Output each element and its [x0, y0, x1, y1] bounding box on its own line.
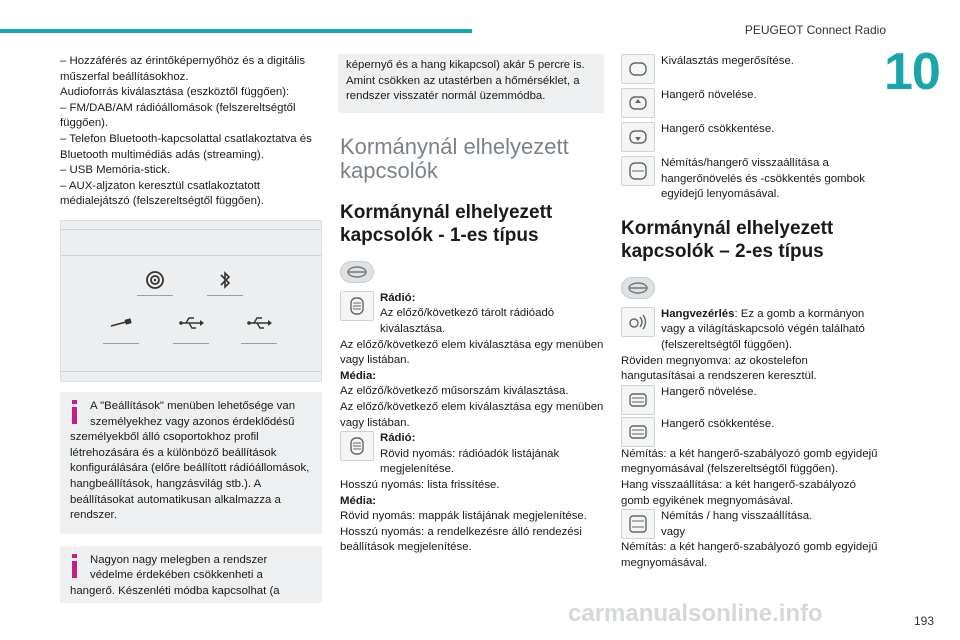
volume-up-icon [621, 88, 655, 118]
description-text: Az előző/következő műsorszám kiválasztása. [340, 385, 569, 398]
radio-label: Rádió: [380, 432, 416, 445]
voice-label: Hangvezérlés [661, 307, 735, 320]
note-text: személyekből álló csoportokhoz profil létrehozására és a különböző beállítások konfigurálására (előre beállított rádióállomások, hangbeállítások, hangzásvilág stb.). A beállításokat automatikusan alkalmazza a rendszer. [70, 431, 310, 522]
description-text: Az előző/következő elem kiválasztása egy menüben vagy listában. [340, 400, 604, 429]
info-icon [72, 400, 77, 424]
control-description [621, 417, 883, 447]
icon-underline [103, 343, 139, 344]
note-text: hangerő. Készenléti módba kapcsolhat (a [70, 584, 280, 597]
mute-buttons-icon [621, 509, 655, 539]
description-text: Az előző/következő tárolt rádióadó kiválasztása. [380, 307, 555, 335]
description-text: Hangerő csökkentése. [661, 417, 775, 430]
info-note [60, 392, 322, 534]
media-label: Média: [340, 369, 377, 382]
description-text: Némítás/hangerő visszaállítása a hangerőnövelés és -csökkentés gombok egyidejű lenyomásával. [661, 157, 865, 201]
control-description [621, 509, 883, 540]
paragraph: – USB Memória-stick. [60, 164, 171, 177]
description-text: Rövid nyomás: rádióadók listájának megjelenítése. [380, 447, 560, 476]
voice-text: : Ez a gomb a kormányon vagy a világításkapcsoló végén található (felszereltségtől függően). [661, 307, 865, 351]
steering-wheel-icon [340, 261, 374, 283]
control-description [340, 431, 604, 478]
chapter-number: 10 [884, 43, 940, 101]
note-text: A "Beállítások" menüben lehetősége van személyekhez vagy azonos érdeklődésű [90, 399, 296, 428]
icon-underline [137, 295, 173, 296]
info-note [60, 546, 322, 604]
description-text: Hangerő növelése. [661, 385, 757, 398]
paragraph: Audioforrás kiválasztása (eszköztől függően): [60, 86, 290, 99]
section-title: Kormánynál elhelyezett kapcsolók [340, 133, 569, 183]
description-text: Hangerő csökkentése. [661, 123, 775, 135]
subsection-title: Kormánynál elhelyezett kapcsolók - 1-es típus [340, 201, 553, 246]
description-text: Némítás: a két hangerő-szabályozó gomb egyidejű megnyomásával. [621, 541, 878, 569]
usb-icon [237, 315, 281, 334]
icon-underline [241, 343, 277, 344]
control-description [621, 88, 883, 118]
description-text: Némítás: a két hangerő-szabályozó gomb egyidejű megnyomásával (felszereltségtől függően). [621, 447, 878, 476]
radio-icon [133, 269, 177, 294]
column-middle [340, 54, 604, 556]
paragraph: – Hozzáférés az érintőképernyőhöz és a digitális műszerfal beállításokhoz. [60, 55, 306, 83]
mute-buttons-icon [621, 156, 655, 186]
control-description [621, 122, 883, 152]
description-text: Kiválasztás megerősítése. [661, 55, 794, 67]
media-label: Média: [340, 494, 377, 507]
control-description [621, 307, 883, 354]
description-text [621, 307, 883, 354]
info-icon [72, 554, 77, 578]
thumbwheel-icon [340, 291, 374, 321]
description-text: Az előző/következő elem kiválasztása egy menüben vagy listában. [340, 338, 604, 367]
watermark: carmanualsonline.info [568, 600, 823, 627]
description-text: Hosszú nyomás: a rendelkezésre álló rendezési beállítások megjelenítése. [340, 525, 582, 554]
volume-down-icon [621, 122, 655, 152]
voice-command-icon [621, 307, 655, 337]
volume-up-icon [621, 385, 655, 415]
note-text: képernyő és a hang kikapcsol) akár 5 percre is. [346, 59, 585, 71]
aux-icon [99, 315, 143, 334]
paragraph: – AUX-aljzaton keresztül csatlakoztatott médialejátszó (felszereltségtől függően). [60, 179, 264, 208]
usb-icon [169, 315, 213, 334]
panel-divider [61, 371, 321, 372]
confirm-button-icon [621, 54, 655, 84]
header-accent-bar [0, 29, 472, 33]
panel-divider [61, 255, 321, 256]
paragraph: – FM/DAB/AM rádióállomások (felszereltségtől függően). [60, 101, 296, 130]
icon-underline [173, 343, 209, 344]
volume-down-icon [621, 417, 655, 447]
audio-source-panel-image [60, 220, 322, 382]
description-text: Rövid nyomás: mappák listájának megjelenítése. [340, 510, 587, 523]
steering-wheel-icon [621, 277, 655, 299]
description-text: Hang visszaállítása: a két hangerő-szabályozó gomb egyikének megnyomásával. [621, 478, 856, 507]
note-text: Nagyon nagy melegben a rendszer védelme érdekében csökkenheti a [90, 553, 268, 582]
column-left [60, 54, 322, 603]
description-text: vagy [661, 525, 686, 538]
bluetooth-icon [203, 269, 247, 294]
icon-underline [207, 295, 243, 296]
info-note-continued [338, 54, 604, 113]
description-text: Hangerő növelése. [661, 89, 757, 101]
description-text: Röviden megnyomva: az okostelefon hangutasításai a rendszeren keresztül. [621, 354, 817, 383]
subsection-title: Kormánynál elhelyezett kapcsolók – 2-es típus [621, 217, 834, 262]
description-text: Némítás / hang visszaállítása. [661, 510, 813, 523]
radio-label: Rádió: [380, 291, 416, 304]
note-text: Amint csökken az utastérben a hőmérséklet, a rendszer visszatér normál üzemmódba. [346, 74, 580, 103]
column-right [621, 54, 883, 572]
page-number: 193 [913, 614, 934, 628]
panel-divider [61, 229, 321, 230]
description-text: Hosszú nyomás: lista frissítése. [340, 478, 500, 491]
control-description [621, 156, 883, 203]
control-description [621, 54, 883, 84]
paragraph: – Telefon Bluetooth-kapcsolattal csatlakoztatva és Bluetooth multimédiás adás (streaming). [60, 132, 312, 161]
page-header-title: PEUGEOT Connect Radio [744, 23, 886, 37]
thumbwheel-press-icon [340, 431, 374, 461]
control-description [340, 291, 604, 338]
control-description [621, 385, 883, 415]
